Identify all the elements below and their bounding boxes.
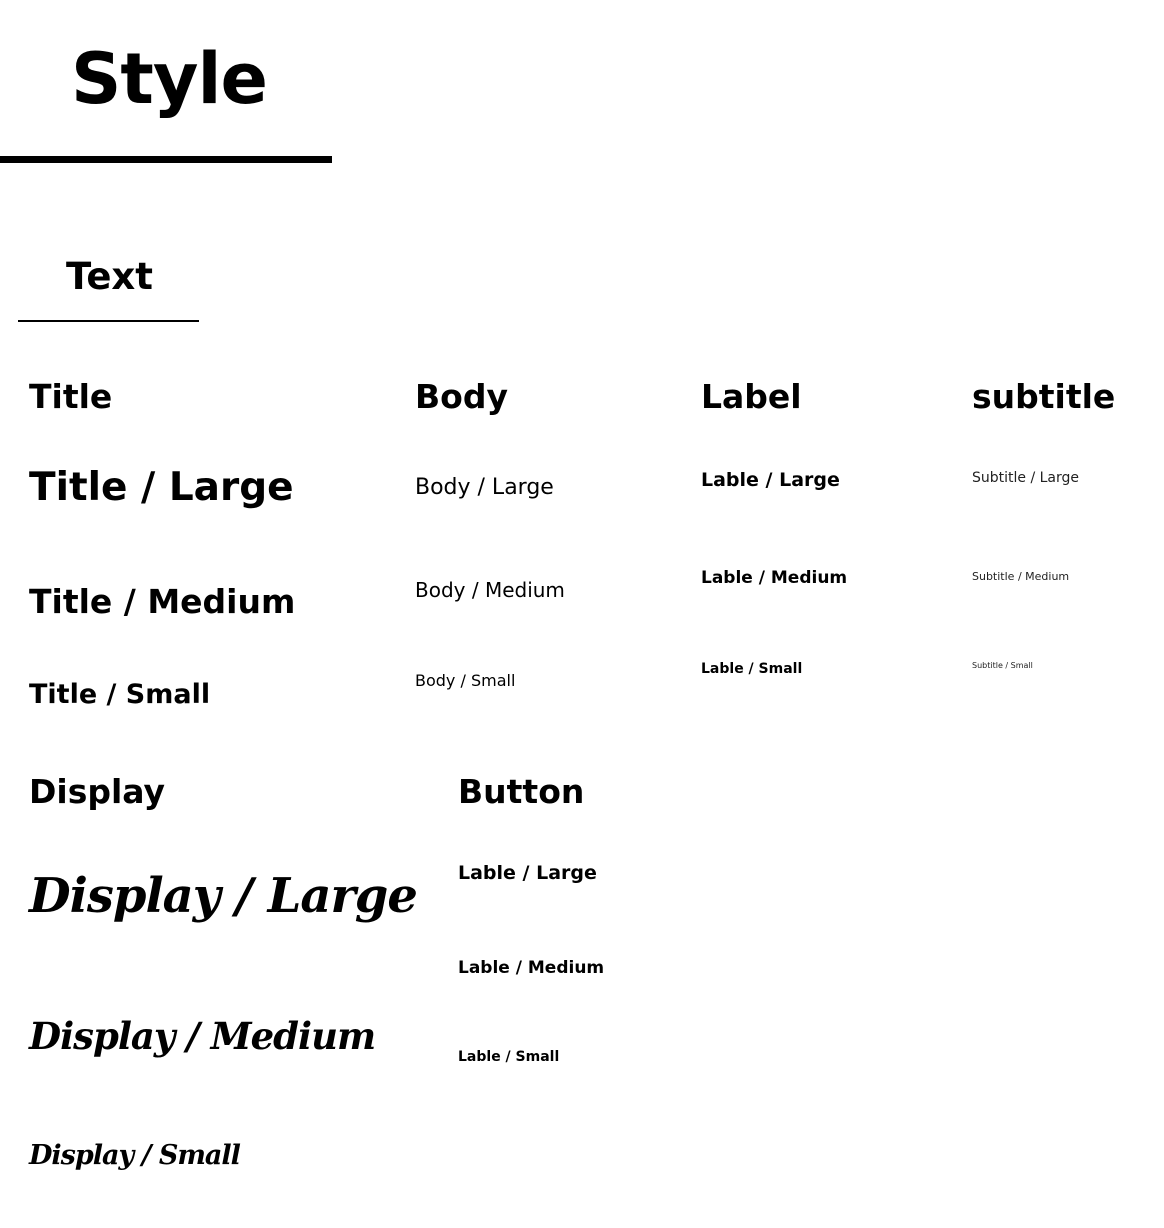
subtitle-medium-sample: Subtitle / Medium (972, 570, 1070, 583)
display-medium-sample: Display / Medium (29, 1014, 376, 1058)
subtitle-small-sample: Subtitle / Small (972, 661, 1033, 670)
section-title: Text (66, 255, 153, 298)
button-group-heading: Button (458, 772, 585, 811)
section-title-underline (18, 320, 199, 322)
body-group-heading: Body (415, 377, 508, 416)
subtitle-large-sample: Subtitle / Large (972, 470, 1080, 486)
subtitle-group-heading: subtitle (972, 377, 1116, 416)
page-title-underline (0, 156, 332, 163)
page-title: Style (71, 38, 267, 120)
display-large-sample: Display / Large (29, 868, 417, 924)
title-small-sample: Title / Small (29, 679, 211, 710)
title-medium-sample: Title / Medium (29, 582, 296, 621)
body-large-sample: Body / Large (415, 475, 554, 500)
button-medium-sample: Lable / Medium (458, 958, 605, 978)
label-small-sample: Lable / Small (701, 661, 803, 677)
button-small-sample: Lable / Small (458, 1049, 560, 1065)
title-large-sample: Title / Large (29, 465, 294, 510)
title-group-heading: Title (29, 377, 113, 416)
label-group-heading: Label (701, 377, 802, 416)
display-small-sample: Display / Small (29, 1140, 240, 1171)
button-large-sample: Lable / Large (458, 862, 597, 884)
body-medium-sample: Body / Medium (415, 578, 565, 602)
display-group-heading: Display (29, 772, 166, 811)
label-large-sample: Lable / Large (701, 469, 840, 491)
label-medium-sample: Lable / Medium (701, 568, 848, 588)
body-small-sample: Body / Small (415, 671, 516, 690)
